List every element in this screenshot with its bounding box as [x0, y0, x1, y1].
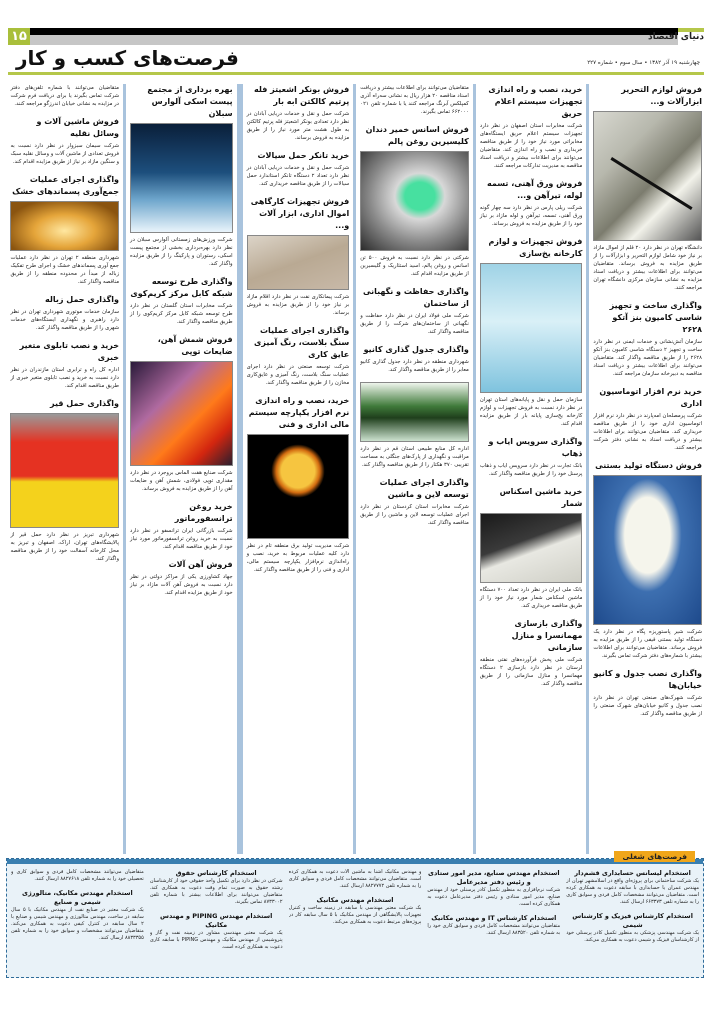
ad-photo	[593, 111, 702, 241]
ad-body: شرکت سیمان سبزوار در نظر دارد نسبت به فروش تعدادی از ماشین آلات و وسائل نقلیه سبک و سنگین مازاد بر نیاز از طریق مزایده اقدام کند.	[10, 143, 120, 165]
header-gray-bar	[30, 35, 678, 45]
classified-ad	[130, 559, 233, 597]
ad-title: واگذاری اجرای عملیات سنگ بلاست، رنگ آمیزی عایق کاری	[254, 326, 350, 359]
ad-column	[240, 84, 357, 854]
classified-ad	[10, 294, 119, 332]
job-ad-title: استخدام مهندس مکانیک، متالورژی شیمی و صنایع	[22, 889, 133, 906]
classified-ad	[593, 668, 702, 718]
job-ad-body: شرکتی در نظر دارد برای تکمیل واحد حقوقی خود از کارشناسان رشته حقوق به صورت تمام وقت دعوت به همکاری کند. متقاضیان می‌توانند برای اطلاعات بیشتر با شماره تلفن ۸۷۳۳۰۰۲ تماس بگیرند.	[149, 878, 283, 905]
ad-title: خرید، نصب و راه اندازی تجهیزات سیستم اعلام حریق	[488, 85, 583, 118]
ad-title: واگذاری حمل زباله	[45, 295, 120, 304]
classified-ad	[480, 236, 583, 428]
job-ad-body: یک شرکت معتبر مهندسی مشاور در زمینه نفت و گاز و پتروشیمی از مهندس مکانیک و مهندس PIPING با سابقه کاری دعوت به همکاری کرده است.	[149, 930, 283, 950]
ad-body: شرکت مخابرات استان گلستان در نظر دارد طرح توسعه شبکه کابل مرکز کریم‌کوی را از طریق مناقصه واگذار کند.	[130, 303, 233, 325]
ad-body: شرکت شهرک‌های صنعتی تهران در نظر دارد نصب جدول و کانیو خیابان‌های شهرک صنعتی را از طریق مناقصه واگذار کند.	[593, 695, 702, 717]
job-ad	[566, 912, 699, 944]
ad-body: شرکت ملی فولاد ایران در نظر دارد حفاظت و نگهبانی از ساختمان‌های شرکت را از طریق مناقصه واگذار کند.	[360, 313, 469, 335]
ad-title: خرید و نصب تابلوی متغیر خبری	[19, 341, 120, 362]
ad-body: شرکت مدیریت تولید برق منطقه تام در نظر دارد کلیه عملیات مربوط به خرید، نصب و راه‌اندازی نرم‌افزار یکپارچه سیستم مالی، اداری و فنی را از طریق مناقصه واگذار کند.	[246, 543, 350, 573]
ad-body: بانک ملی ایران در نظر دارد تعداد ۷۰۰ دستگاه ماشین اسکناس شمار مورد نیاز خود را از طریق مناقصه خریداری کند.	[479, 587, 583, 609]
jobs-column	[427, 869, 560, 971]
ad-photo	[480, 263, 583, 393]
job-ad	[427, 914, 560, 937]
classified-ad	[10, 174, 119, 286]
ad-title: واگذاری ساخت و تجهیز شاسی کامیون بنز آتکو ۲۶۲۸	[609, 301, 702, 334]
jobs-column	[150, 869, 283, 971]
job-ad-body: متقاضیان می‌توانند مشخصات کامل فردی و سوابق کاری و تحصیلی خود را به شماره تلفن ۸۸۲۷۶۱۸ ارسال کنند.	[11, 869, 144, 882]
ad-body: شرکت صنایع هفت الماس بروجرد در نظر دارد مقداری توپی فولادی، شمش آهن و ضایعات آهن را از طریق مزایده به فروش برساند.	[130, 470, 233, 492]
classified-ad	[593, 300, 702, 378]
job-ad-body: متقاضیان می‌توانند مشخصات کامل فردی و سوابق کاری خود را به شماره تلفن ۸۸۳۵۲۰ ارسال کنند.	[427, 923, 561, 936]
job-ad-body: یک شرکت معتبر مهندسی با سابقه در زمینه ساخت و کنترل تجهیزات پالایشگاهی از مهندس مکانیک با ۵ سال سابقه کار در پروژه‌های مرتبط دعوت به همکاری می‌کند.	[288, 905, 422, 925]
classified-ad	[10, 340, 119, 390]
ad-body: شرکت شیر پاستوریزه پگاه در نظر دارد یک دستگاه تولید بستنی قیفی را از طریق مزایده به فروش برساند. متقاضیان می‌توانند برای اطلاعات بیشتر با شماره‌های دفتر شرکت تماس بگیرند.	[593, 629, 702, 659]
newspaper-logo: دنیای اقتصاد	[648, 32, 704, 42]
ad-body: متقاضیان می‌توانند برای اطلاعات بیشتر و دریافت اسناد مناقصه ۲۰ هزار ریال به نشانی سه‌راه آذری کمپلکس آبرنگ مراجعه کنند یا با شماره تلفن ۰۲۱ ۶۶۲۰۰۰ تماس بگیرند.	[360, 85, 469, 115]
ad-title: فروش تجهیزات و لوازم کارخانه یخ‌سازی	[488, 237, 583, 258]
ad-photo	[10, 413, 119, 528]
jobs-column	[289, 869, 422, 971]
ad-body: اداره کل منابع طبیعی استان قم در نظر دارد مراقبت و نگهداری از پارک‌های جنگلی به مساحت تقریبی ۳۷۰ هکتار را از طریق مناقصه واگذار کند.	[360, 446, 469, 468]
job-ad-title: استخدام مهندس صنایع، مدیر امور ستادی و رئیس دفتر مدیرعامل	[428, 869, 560, 886]
classified-ad	[360, 344, 469, 374]
classified-ad	[247, 395, 350, 574]
ad-photo	[360, 151, 469, 251]
ad-title: واگذاری حفاظت و نگهبانی از ساختمان	[362, 287, 469, 308]
classified-ad	[130, 276, 233, 326]
ad-title: خرید ماشین اسکناس شمار	[499, 487, 583, 508]
ad-title: واگذاری نصب جدول و کانیو خیابان‌ها	[593, 669, 702, 690]
ad-body: شرکت پرمصلحان امه‌پارند در نظر دارد نرم افزار اتوماسیون اداری خود را از طریق مناقصه خریداری کند. متقاضیان می‌توانند برای اطلاعات بیشتر و دریافت اسناد به نشانی دفتر شرکت مراجعه کنند.	[593, 413, 702, 451]
ad-photo	[247, 235, 350, 290]
classified-ad	[130, 84, 233, 268]
job-ad	[566, 869, 699, 906]
ad-title: واگذاری سرویس ایاب و ذهاب	[488, 437, 583, 458]
page-title: فرصت‌های کسب و کار	[16, 46, 239, 70]
jobs-column	[11, 869, 144, 971]
classified-ad	[360, 84, 469, 116]
ad-title: فروش ورق آهنی، تسمه لوله، تیرآهن و...	[487, 179, 583, 200]
jobs-section	[6, 852, 704, 978]
job-ad-title: استخدام کارشناس حقوق	[175, 869, 257, 877]
classified-ad	[360, 286, 469, 336]
job-ad-title: استخدام کارشناس فیزیک و کارشناس شیمی	[572, 912, 693, 929]
classified-ad	[480, 178, 583, 228]
classified-ad	[130, 334, 233, 493]
ad-body: شرکت ریلی پارس در نظر دارد سه‌ چهار گونه ورق آهنی، تسمه، تیرآهن و لوله مازاد بر نیاز خود را از طریق مزایده به فروش برساند.	[479, 205, 583, 227]
ad-title: خرید تانکر حمل سیالات	[257, 151, 350, 160]
ad-title: خرید، نصب و راه اندازی نرم افزار یکپارچه سیستم مالی اداری و فنی	[248, 396, 350, 429]
classified-ad	[480, 486, 583, 610]
ad-photo	[130, 361, 233, 466]
ad-title: فروش آهن آلات	[168, 560, 233, 569]
classified-ad	[480, 436, 583, 478]
classified-ad	[247, 150, 350, 188]
job-ad-title: استخدام لیسانس حسابداری قشم‌دار	[574, 869, 691, 877]
ad-body: شرکت ورزش‌های زمستانی آلوارس سبلان در نظر دارد بهره‌برداری بخشی از مجتمع پیست اسکی، رستوران و پارکینگ را از طریق مزایده واگذار کند.	[130, 237, 233, 267]
classified-ad	[247, 196, 350, 317]
ad-title: واگذاری طرح توسعه شبکه کابل مرکز کریم‌کوی	[130, 277, 233, 298]
ad-column	[123, 84, 240, 854]
ad-title: فروش بونکر اشعیتز فله پرتیم کالکتن ابه بار	[253, 85, 350, 106]
ad-body: شرکت ملی پخش فرآورده‌های نفتی منطقه لرستان در نظر دارد بازسازی ۲ دستگاه مهمانسرا و منازل سازمانی را از طریق مناقصه واگذار کند.	[479, 657, 583, 687]
ad-title: واگذاری حمل قیر	[50, 399, 120, 408]
ad-body: اداره کل راه و ترابری استان مازندران در نظر دارد نسبت به خرید و نصب تابلوی متغیر خبری از طریق مناقصه اقدام کند.	[10, 367, 120, 389]
ad-column	[589, 84, 706, 854]
ad-column	[473, 84, 590, 854]
ad-body: دانشگاه تهران در نظر دارد ۲۰ قلم از اموال مازاد بر نیاز خود شامل لوازم التحریر و ابزارآلات را از طریق مزایده به فروش برساند. متقاضیان می‌توانند برای اطلاعات بیشتر و دریافت اسناد مزایده به نشانی سازمان مرکزی دانشگاه تهران مراجعه کنند.	[593, 245, 702, 291]
ad-title: فروش اسانس خمیر دندان کلیسیرین روغن پالم	[365, 125, 469, 146]
ad-title: فروش دستگاه تولید بستنی	[595, 461, 702, 470]
classified-ad	[360, 382, 469, 469]
classified-ad	[10, 398, 119, 563]
ad-title: خرید روغن ترانسفورماتور	[174, 502, 233, 523]
ad-body: سازمان خدمات موتوری شهرداری تهران در نظر دارد راهبری و نگهداری ایستگاه‌های خدمات شهری را از طریق مناقصه واگذار کند.	[10, 309, 120, 331]
job-ad	[11, 869, 144, 883]
ad-body: سازمان آتش‌نشانی و خدمات ایمنی در نظر دارد ساخت و تجهیز ۲ دستگاه شاسی کامیون بنز آتکو ۲۶۲۸ را از طریق مناقصه واگذار کند. متقاضیان می‌توانند برای اطلاعات بیشتر و دریافت اسناد مناقصه به دبیرخانه سازمان مراجعه کنند.	[593, 339, 702, 377]
ad-body: متقاضیان می‌توانند با شماره تلفن‌های دفتر شرکت تماس بگیرند یا برای دریافت فرم شرکت در مزایده به نشانی خیابان اندرزگو مراجعه کنند.	[10, 85, 120, 107]
job-ad	[289, 869, 422, 890]
classified-ad	[593, 386, 702, 452]
ad-column	[6, 84, 123, 854]
ad-title: واگذاری اجرای عملیات جمع‌آوری پسماندهای خشک	[12, 175, 120, 196]
job-ad-body: یک شرکت مهندسی پزشکی به منظور تکمیل کادر پرسنلی خود از کارشناسان فیزیک و شیمی دعوت به همکاری می‌کند.	[566, 930, 699, 943]
classified-ad	[247, 84, 350, 142]
header-rule	[8, 72, 704, 75]
job-ad-title: استخدام مهندس PIPING و مهندس مکانیک	[160, 912, 273, 929]
ad-body: شهرداری تبریز در نظر دارد حمل قیر از پالایشگاه‌های تهران، اراک، اصفهان و تبریز به محل کارخانه آسفالت خود را از طریق مناقصه واگذار کند.	[10, 532, 120, 562]
header-black-bar	[30, 28, 678, 35]
job-ad-body: شرکت نرم‌افزاری به منظور تکمیل کادر پرسنلی خود از مهندس صنایع، مدیر امور ستادی و رئیس دفتر مدیرعامل دعوت به همکاری کرده است.	[427, 887, 561, 907]
ad-body: شهرداری منطقه در نظر دارد جدول گذاری کانیو معابر را از طریق مناقصه واگذار کند.	[360, 359, 469, 373]
job-ad-body: یک شرکت معتبر در صنایع نفت از مهندس مکانیک با ۵ سال سابقه در ساخت، مهندس متالورژی و مهندس شیمی و صنایع با ۲ سال سابقه در کنترل کیفی دعوت به همکاری می‌کند. متقاضیان می‌توانند مشخصات و سوابق خود را به شماره تلفن ۸۸۳۳۳۵۵ ارسال کنند.	[11, 907, 144, 941]
ad-body: شرکتی در نظر دارد نسبت به فروش ۵۰۰ تن اسانس و روغن پالم، اسید استئاریک و گلیسیرین از طریق مزایده اقدام کند.	[360, 255, 469, 277]
ad-photo	[10, 201, 119, 251]
classified-ad	[130, 501, 233, 551]
ad-body: شهرداری منطقه ۲ تهران در نظر دارد عملیات جمع آوری پسماندهای خشک و اجرای طرح تفکیک زباله از مبدأ در محدوده منطقه را از طریق مناقصه واگذار کند.	[10, 255, 120, 285]
ad-body: جهاد کشاورزی یکی از مراکز دولتی در نظر دارد نسبت به فروش آهن آلات مازاد بر نیاز خود از طریق مزایده اقدام کند.	[130, 574, 233, 596]
page-number: ۱۵	[8, 28, 30, 45]
ad-photo	[247, 434, 350, 539]
job-ad	[150, 912, 283, 951]
classified-ad	[480, 618, 583, 688]
job-ad	[150, 869, 283, 906]
jobs-columns	[11, 869, 699, 971]
ad-title: واگذاری اجرای عملیات توسعه لاین و ماشین	[379, 478, 469, 499]
classified-ad	[10, 84, 119, 108]
ad-title: فروش لوازم التحریر ابزارآلات و...	[621, 85, 702, 106]
ad-body: بانک تجارت در نظر دارد سرویس ایاب و ذهاب پرسنل خود را از طریق مناقصه واگذار کند.	[479, 463, 583, 477]
ad-title: خرید نرم افزار اتوماسیون اداری	[599, 387, 702, 408]
classified-ad	[247, 325, 350, 387]
jobs-section-tag: فرصت‌های شغلی	[614, 851, 695, 862]
job-ad-title: استخدام مهندس مکانیک	[316, 896, 394, 904]
ad-photo	[130, 123, 233, 233]
masthead	[8, 28, 704, 80]
job-ad	[289, 896, 422, 926]
ad-title: واگذاری جدول گذاری کانیو	[363, 345, 469, 354]
job-ad	[11, 889, 144, 942]
ad-photo	[360, 382, 469, 442]
job-ad-body: و مهندس مکانیک آشنا به ماشین آلات دعوت به همکاری کرده است. متقاضیان می‌توانند مشخصات کامل فردی و سوابق کاری را به شماره تلفن ۸۸۲۷۷۷۲ ارسال کنند.	[288, 869, 422, 889]
ad-title: بهره برداری از مجتمع پیست اسکی آلوارس سبلان	[147, 85, 233, 118]
ad-body: شرکت حمل و نقل و خدمات دریایی آبادان در نظر دارد تعدادی بونکر اشعیتز فله پرتیم کالکتن به طول هشت متر مورد نیاز را از طریق مزایده به فروش برساند.	[246, 111, 350, 141]
ad-body: شرکت مخابرات استان اصفهان در نظر دارد تجهیزات سیستم اعلام حریق ایستگاه‌های مخابراتی مورد نیاز خود را از طریق مناقصه خریداری و نصب و راه اندازی کند. متقاضیان می‌توانند برای اطلاعات بیشتر و دریافت اسناد مناقصه به مدیریت تدارکات مراجعه کنند.	[479, 123, 583, 169]
ad-title: واگذاری بازسازی مهمانسرا و منازل سازمانی	[511, 619, 583, 652]
job-ad-body: یک شرکت ساختمانی برای پروژه‌ای واقع در اسلامشهر تهران از مهندس عمران یا حسابداری با سابقه دعوت به همکاری کرده است. متقاضیان می‌توانند مشخصات کامل فردی و سوابق کاری را به شماره تلفن ۶۶۳۳۷۳ ارسال کنند.	[566, 878, 699, 905]
ad-body: سازمان حمل و نقل و پایانه‌های استان تهران در نظر دارد نسبت به فروش تجهیزات و لوازم کارخانه یخ‌سازی پایانه بار از طریق مزایده اقدام کند.	[479, 397, 583, 427]
classified-ad	[10, 116, 119, 166]
ad-body: شرکت توسعه صنعتی در نظر دارد اجرای عملیات سنگ بلاست، رنگ آمیزی و عایق‌کاری مخازن را از طریق مناقصه واگذار کند.	[246, 364, 350, 386]
ad-body: شرکت بازرگانی ایران ترانسفو در نظر دارد نسبت به خرید روغن ترانسفورماتور مورد نیاز خود از طریق مناقصه اقدام کند.	[130, 528, 233, 550]
job-ad-title: استخدام کارشناس IT و مهندس مکانیک	[431, 914, 557, 922]
classified-ad	[480, 84, 583, 170]
ad-photo	[593, 475, 702, 625]
job-ad	[427, 869, 560, 908]
ad-body: شرکت پیمانکاری نفت در نظر دارد اقلام مازاد بر نیاز خود را از طریق مزایده به فروش برساند.	[246, 294, 350, 316]
ad-body: شرکت حمل و نقل و خدمات دریایی آبادان در نظر دارد تعداد ۲ دستگاه تانکر استاندارد حمل سیالات را از طریق مناقصه خریداری کند.	[246, 165, 350, 187]
ad-title: فروش ماشین آلات و وسائل نقلیه	[36, 117, 120, 138]
ad-body: شرکت مخابرات استان کردستان در نظر دارد اجرای عملیات توسعه لاین و ماشین را از طریق مناقصه واگذار کند.	[360, 504, 469, 526]
dateline: چهارشنبه ۱۹ آذر ۱۳۸۲ • سال سوم • شماره ۲۲۷	[587, 60, 700, 66]
classified-ad	[360, 124, 469, 278]
classified-ad	[360, 477, 469, 527]
ad-title: فروش شمش آهن، ضایعات توپی	[157, 335, 233, 356]
classified-ad	[593, 460, 702, 660]
classified-ad	[593, 84, 702, 292]
ad-column	[356, 84, 473, 854]
jobs-section-top-bar	[7, 859, 703, 864]
ad-photo	[480, 513, 583, 583]
ad-columns	[6, 84, 706, 854]
ad-title: فروش تجهیزات کارگاهی اموال اداری، ابزار آلات و...	[250, 197, 350, 230]
jobs-column	[566, 869, 699, 971]
